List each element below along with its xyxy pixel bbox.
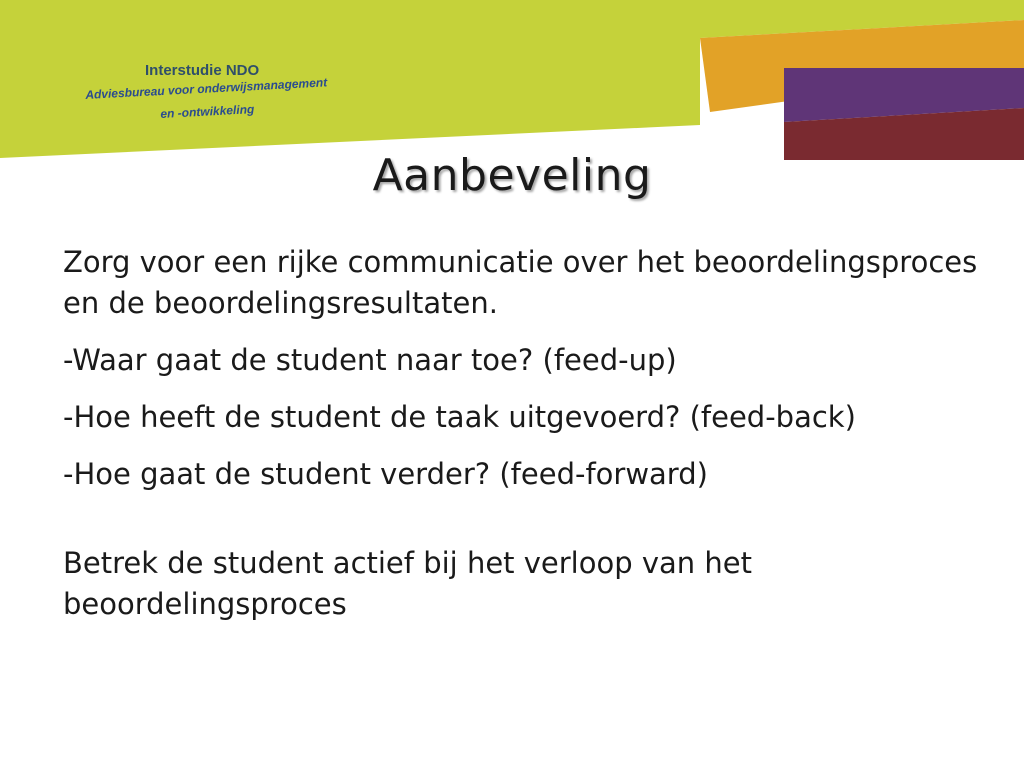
logo-tagline-2: en -ontwikkeling — [160, 102, 255, 121]
slide-body — [63, 242, 983, 641]
logo-title: Interstudie NDO — [145, 62, 260, 79]
bullet-feed-up: -Waar gaat de student naar toe? (feed-up) — [63, 343, 677, 377]
slide-title: Aanbeveling — [372, 150, 652, 201]
body-paragraph: Zorg voor een rijke communicatie over het beoordelingsproces en de beoordelingsresultaten. — [63, 245, 978, 320]
bullet-feed-back: -Hoe heeft de student de taak uitgevoerd? (feed-back) — [63, 400, 856, 434]
logo-tagline-1: Adviesbureau voor onderwijsmanagement — [85, 75, 328, 102]
body-paragraph-closing: Betrek de student actief bij het verloop van het beoordelingsproces — [63, 546, 752, 621]
bullet-feed-forward: -Hoe gaat de student verder? (feed-forward) — [63, 457, 708, 491]
company-logo — [60, 62, 350, 132]
